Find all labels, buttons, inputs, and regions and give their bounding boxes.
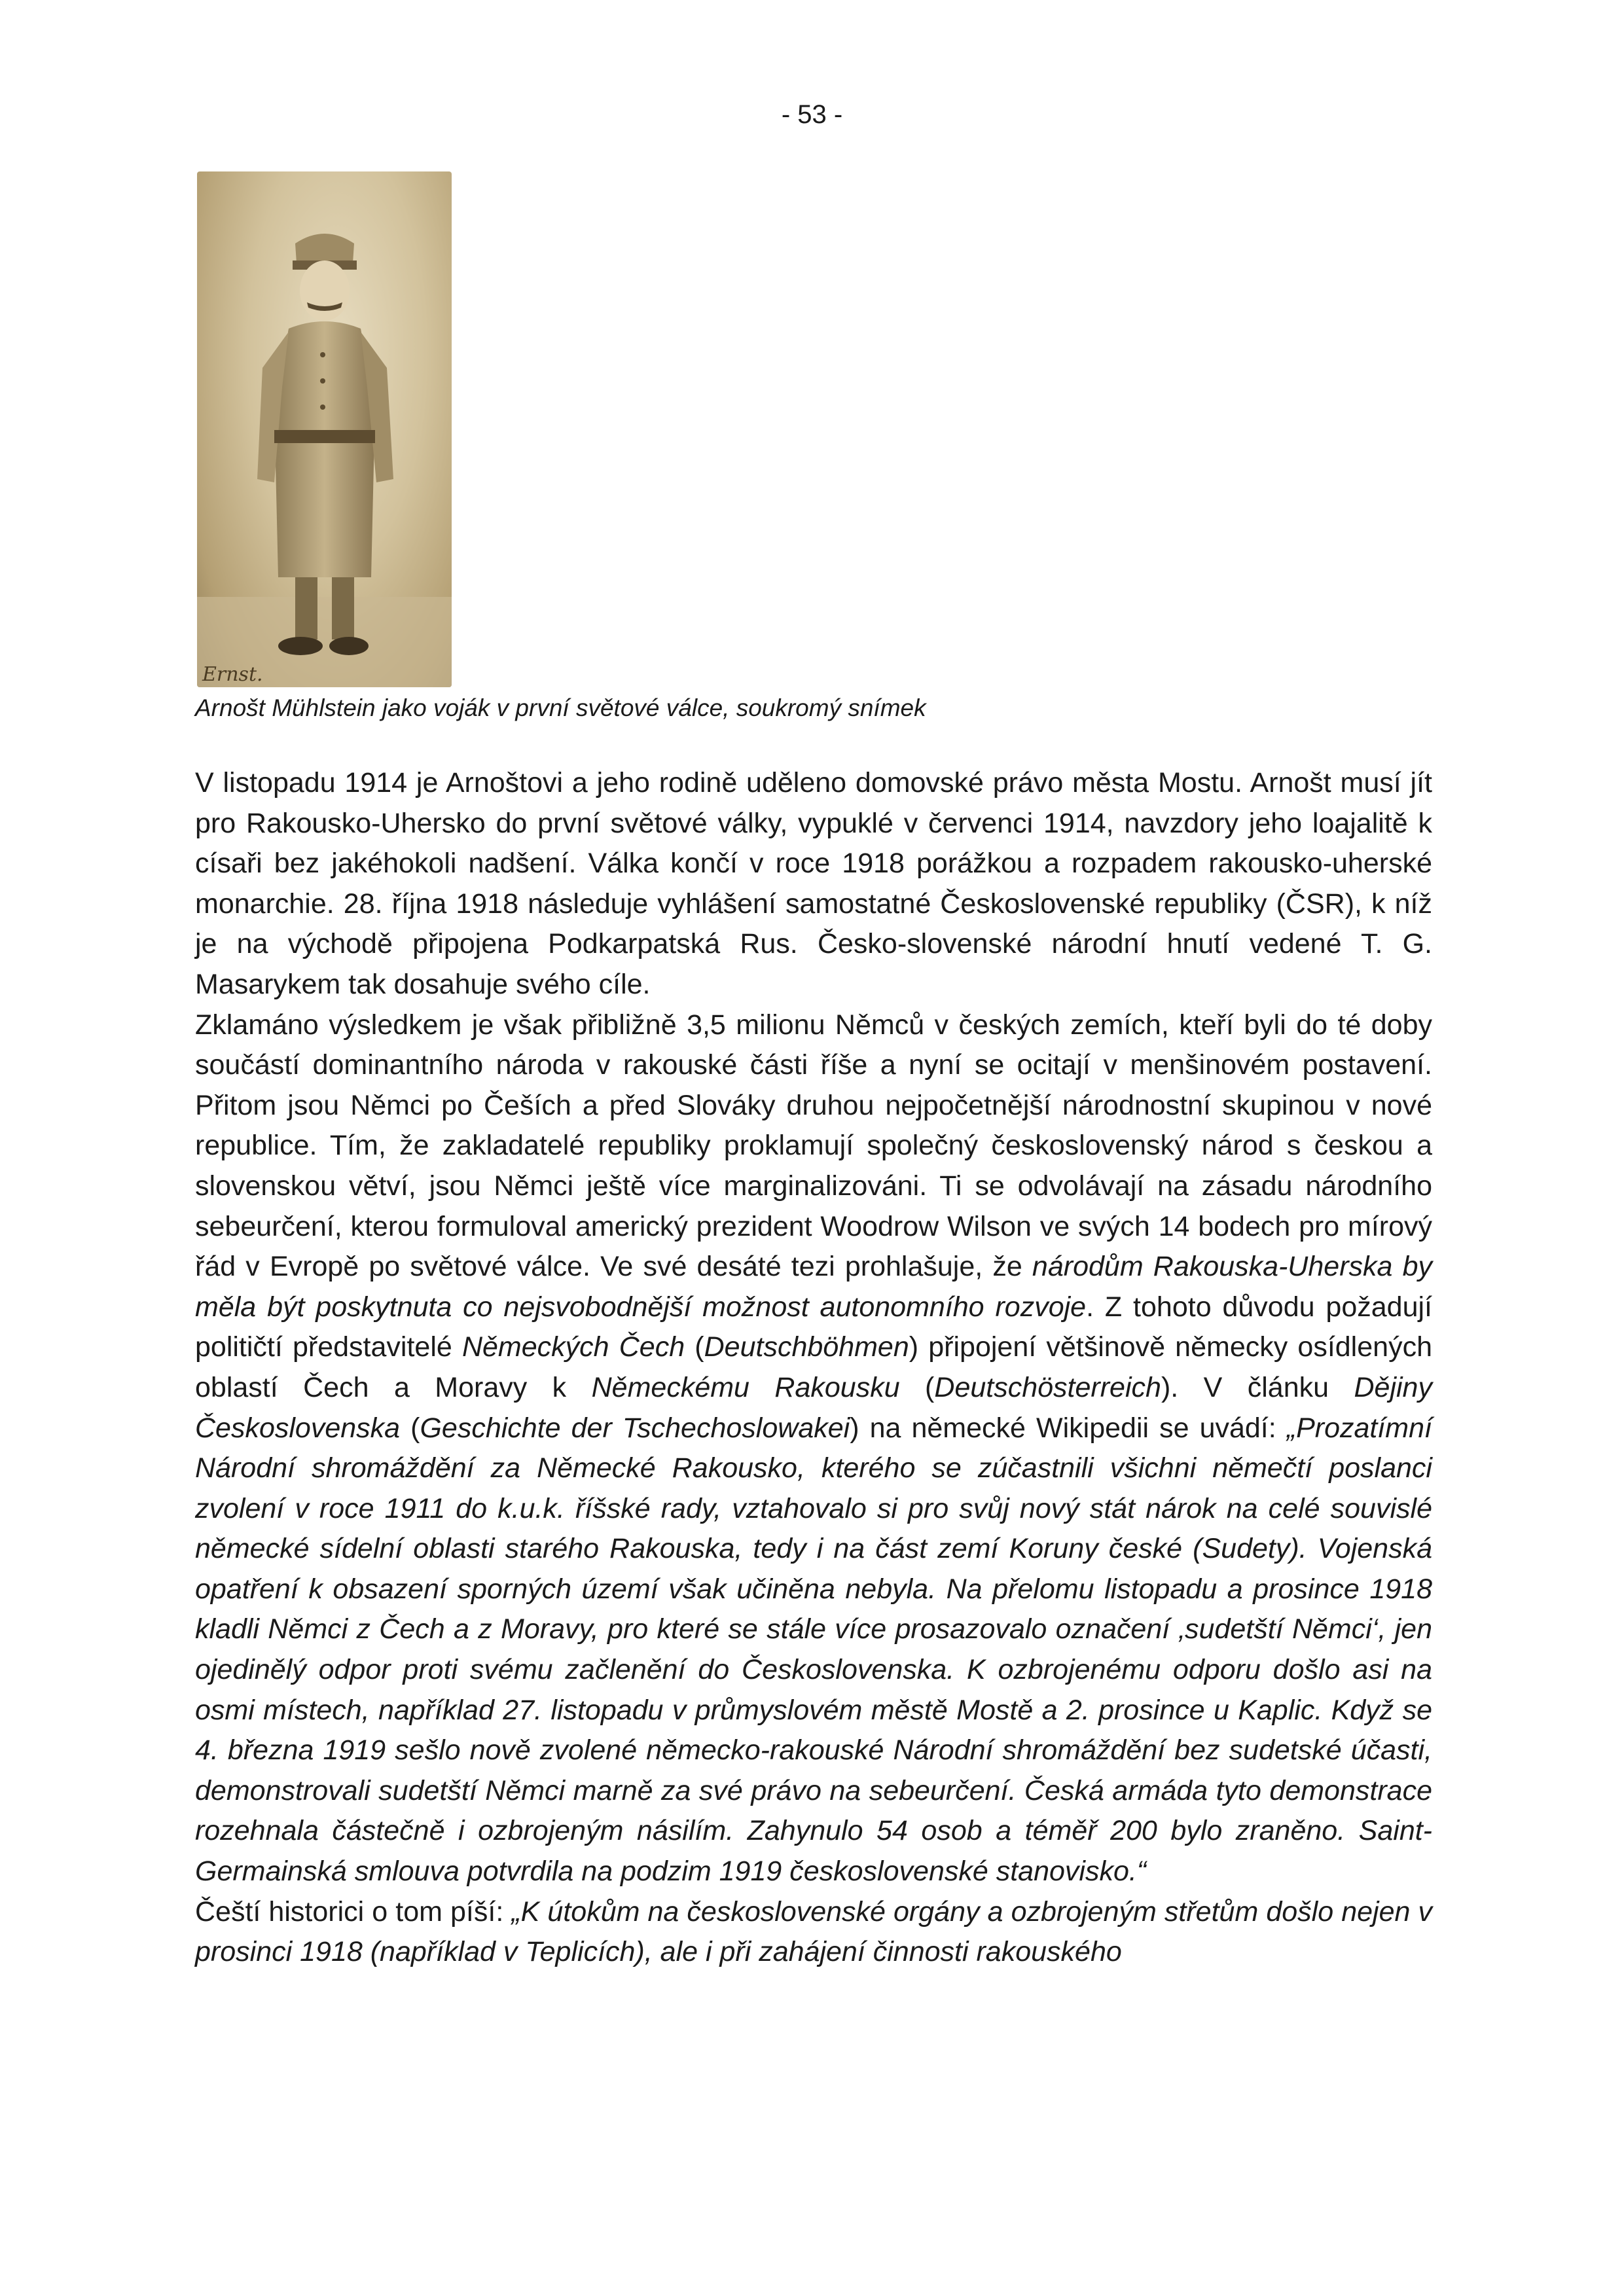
photo-signature: Ernst. (202, 663, 263, 686)
italic-text: „K útokům na československé orgány a ozbrojeným střetům došlo nejen v prosinci 1918 (například v Teplicích), ale i při zahájení činnosti rakouského (195, 1895, 1432, 1968)
italic-text: „Prozatímní Národní shromáždění za Německé Rakousko, kterého se zúčastnili všichni němečtí poslanci zvolení v roce 1911 do k.u.k. říšské rady, vztahovalo si pro svůj nový stát nárok na celé souvislé německé sídelní oblasti starého Rakouska, tedy i na část zemí Koruny české (Sudety). Vojenská opatření k obsazení sporných území však učiněna nebyla. Na přelomu listopadu a prosince 1918 kladli Němci z Čech a z Moravy, pro které se stále více prosazovalo označení ‚sudetští Němci‘, jen ojedinělý odpor proti svému začlenění do Československa. K ozbrojenému odporu došlo asi na osmi místech, například 27. listopadu v průmyslovém městě Mostě a 2. prosince u Kaplic. Když se 4. března 1919 sešlo nově zvolené německo-rakouské Národní shromáždění bez sudetské účasti, demonstrovali sudetští Němci marně za své právo na sebeurčení. Česká armáda tyto demonstrace rozehnala částečně i ozbrojeným násilím. Zahynulo 54 osob a téměř 200 bylo zraněno. Saint-Germainská smlouva potvrdila na podzim 1919 československé stanovisko.“ (195, 1412, 1432, 1888)
text-run: ( (899, 1371, 935, 1403)
paragraph (195, 1005, 1432, 1892)
text-run: V listopadu 1914 je Arnoštovi a jeho rodině uděleno domovské právo města Mostu. Arnošt musí jít pro Rakousko-Uhersko do první světové války, vypuklé v červenci 1914, navzdory jeho loajalitě k císaři bez jakéhokoli nadšení. Válka končí v roce 1918 porážkou a rozpadem rakousko-uherské monarchie. 28. října 1918 následuje vyhlášení samostatné Československé republiky (ČSR), k níž je na východě připojena Podkarpatská Rus. Česko-slovenské národní hnutí vedené T. G. Masarykem tak dosahuje svého cíle. (195, 767, 1432, 1000)
italic-text: Geschichte der Tschechoslowakei (420, 1412, 850, 1444)
italic-text: Německých Čech (461, 1331, 685, 1363)
italic-text: národům Rakouska-Uherska by měla být poskytnuta co nejsvobodnější možnost autonomního rozvoje (195, 1251, 1432, 1323)
photo-caption: Arnošt Mühlstein jako voják v první světové válce, soukromý snímek (195, 694, 926, 721)
text-run: Zklamáno výsledkem je však přibližně 3,5 milionu Němců v českých zemích, kteří byli do té doby součástí dominantního národa v rakouské části říše a nyní se ocitají v menšinovém postavení. Přitom jsou Němci po Češích a před Slováky druhou nejpočetnější národnostní skupinou v nové republice. Tím, že zakladatelé republiky proklamují společný československý národ s českou a slovenskou větví, jsou Němci ještě více marginalizováni. Ti se odvolávají na zásadu národního sebeurčení, kterou formuloval americký prezident Woodrow Wilson ve svých 14 bodech pro mírový řád v Evropě po světové válce. Ve své desáté tezi prohlašuje, že (195, 1009, 1432, 1283)
text-run: ( (400, 1412, 420, 1444)
italic-text: Deutschösterreich (934, 1371, 1161, 1403)
paragraph (195, 763, 1432, 1005)
article-body (195, 763, 1432, 1973)
text-run: ( (685, 1331, 704, 1363)
italic-text: Deutschböhmen (704, 1331, 909, 1363)
soldier-photo (197, 171, 452, 687)
text-run: Čeští historici o tom píší: (195, 1895, 512, 1928)
text-run: ) připojení většinově německy osídlených oblastí Čech a Moravy k (195, 1331, 1432, 1403)
page-number: - 53 - (781, 100, 843, 129)
italic-text: Dějiny Československa (195, 1371, 1432, 1444)
text-run: ). V článku (1161, 1371, 1354, 1403)
paragraph (195, 1892, 1432, 1973)
text-run: ) na německé Wikipedii se uvádí: (850, 1412, 1287, 1444)
italic-text: Německému Rakousku (591, 1371, 900, 1403)
text-run: . Z tohoto důvodu požadují političtí představitelé (195, 1291, 1432, 1363)
